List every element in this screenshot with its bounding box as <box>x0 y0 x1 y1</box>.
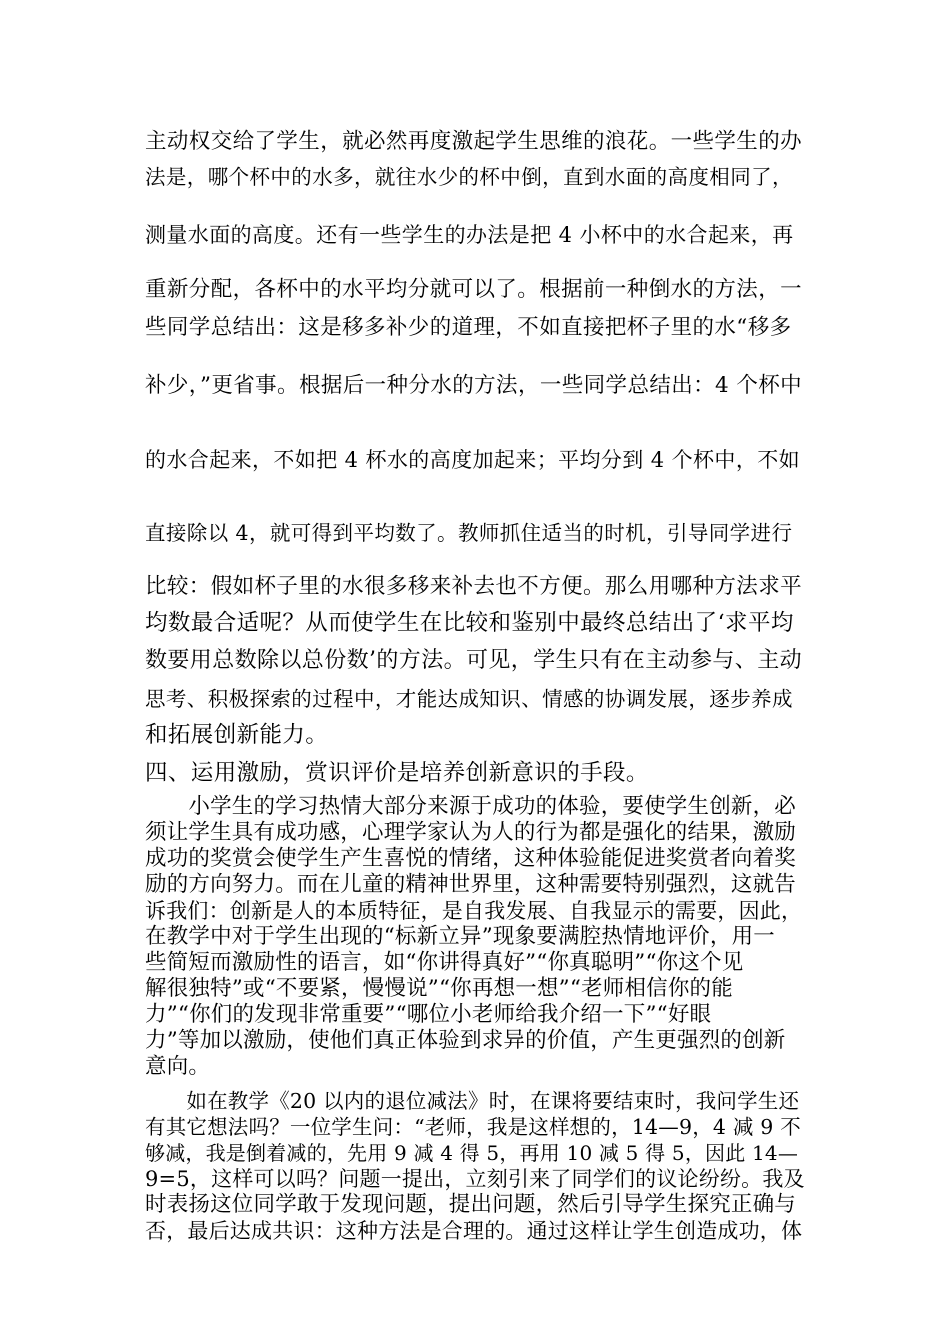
text-line: 如在教学《20 以内的退位减法》时，在课将要结束时，我问学生还 <box>145 1089 800 1113</box>
text-line: 些同学总结出：这是移多补少的道理，不如直接把杯子里的水“移多 <box>145 315 792 340</box>
text-line: 须让学生具有成功感，心理学家认为人的行为都是强化的结果，激励 <box>145 820 797 845</box>
text-line: 在教学中对于学生出现的“标新立异”现象要满腔热情地评价，用一 <box>145 924 775 949</box>
text-line: 法是，哪个杯中的水多，就往水少的杯中倒，直到水面的高度相同了， <box>145 165 793 189</box>
text-line: 力”等加以激励，使他们真正体验到求异的价值，产生更强烈的创新 <box>145 1028 786 1053</box>
text-line: 小学生的学习热情大部分来源于成功的体验，要使学生创新，必 <box>145 794 797 819</box>
text-line: 意向。 <box>145 1054 211 1079</box>
text-line: 否，最后达成共识：这种方法是合理的。通过这样让学生创造成功，体 <box>145 1219 803 1243</box>
text-line: 时表扬这位同学敢于发现问题，提出问题，然后引导学生探究正确与 <box>145 1192 797 1217</box>
text-line: 直接除以 4，就可得到平均数了。教师抓住适当的时机，引导同学进行 <box>145 521 793 545</box>
text-line: 些简短而激励性的语言，如“你讲得真好”“你真聪明”“你这个见 <box>145 950 744 975</box>
text-line: 测量水面的高度。还有一些学生的办法是把 4 小杯中的水合起来，再 <box>145 223 794 247</box>
text-line: 数要用总数除以总份数’的方法。可见，学生只有在主动参与、主动 <box>145 648 802 673</box>
text-line: 均数最合适呢？从而使学生在比较和鉴别中最终总结出了‘求平均 <box>145 610 794 636</box>
text-line: 比较：假如杯子里的水很多移来补去也不方便。那么用哪种方法求平 <box>145 574 803 599</box>
text-line: 励的方向努力。而在儿童的精神世界里，这种需要特别强烈，这就告 <box>145 872 797 897</box>
text-line: 主动权交给了学生，就必然再度激起学生思维的浪花。一些学生的办 <box>145 129 803 154</box>
text-line: 力”“你们的发现非常重要”“哪位小老师给我介绍一下”“好眼 <box>145 1002 712 1027</box>
text-line: 有其它想法吗？一位学生问：“老师，我是这样想的，14—9，4 减 9 不 <box>145 1115 801 1139</box>
text-line: 成功的奖赏会使学生产生喜悦的情绪，这种体验能促进奖赏者向着奖 <box>145 846 797 871</box>
text-line: 和拓展创新能力。 <box>145 722 329 748</box>
text-line: 重新分配，各杯中的水平均分就可以了。根据前一种倒水的方法，一 <box>145 277 803 302</box>
text-line: 9=5，这样可以吗？问题一提出，立刻引来了同学们的议论纷纷。我及 <box>145 1167 805 1191</box>
text-line: 补少，”更省事。根据后一种分水的方法，一些同学总结出：4 个杯中 <box>145 373 803 398</box>
text-line: 解很独特”或“不要紧，慢慢说”“你再想一想”“老师相信你的能 <box>145 976 733 1001</box>
text-line: 诉我们：创新是人的本质特征，是自我发展、自我显示的需要，因此， <box>145 899 803 923</box>
section-heading: 四、运用激励，赏识评价是培养创新意识的手段。 <box>145 760 649 786</box>
text-line: 思考、积极探索的过程中，才能达成知识、情感的协调发展，逐步养成 <box>145 687 793 711</box>
text-line: 的水合起来，不如把 4 杯水的高度加起来；平均分到 4 个杯中，不如 <box>145 448 801 472</box>
text-line: 够减，我是倒着减的，先用 9 减 4 得 5，再用 10 减 5 得 5，因此 14— <box>145 1141 799 1165</box>
